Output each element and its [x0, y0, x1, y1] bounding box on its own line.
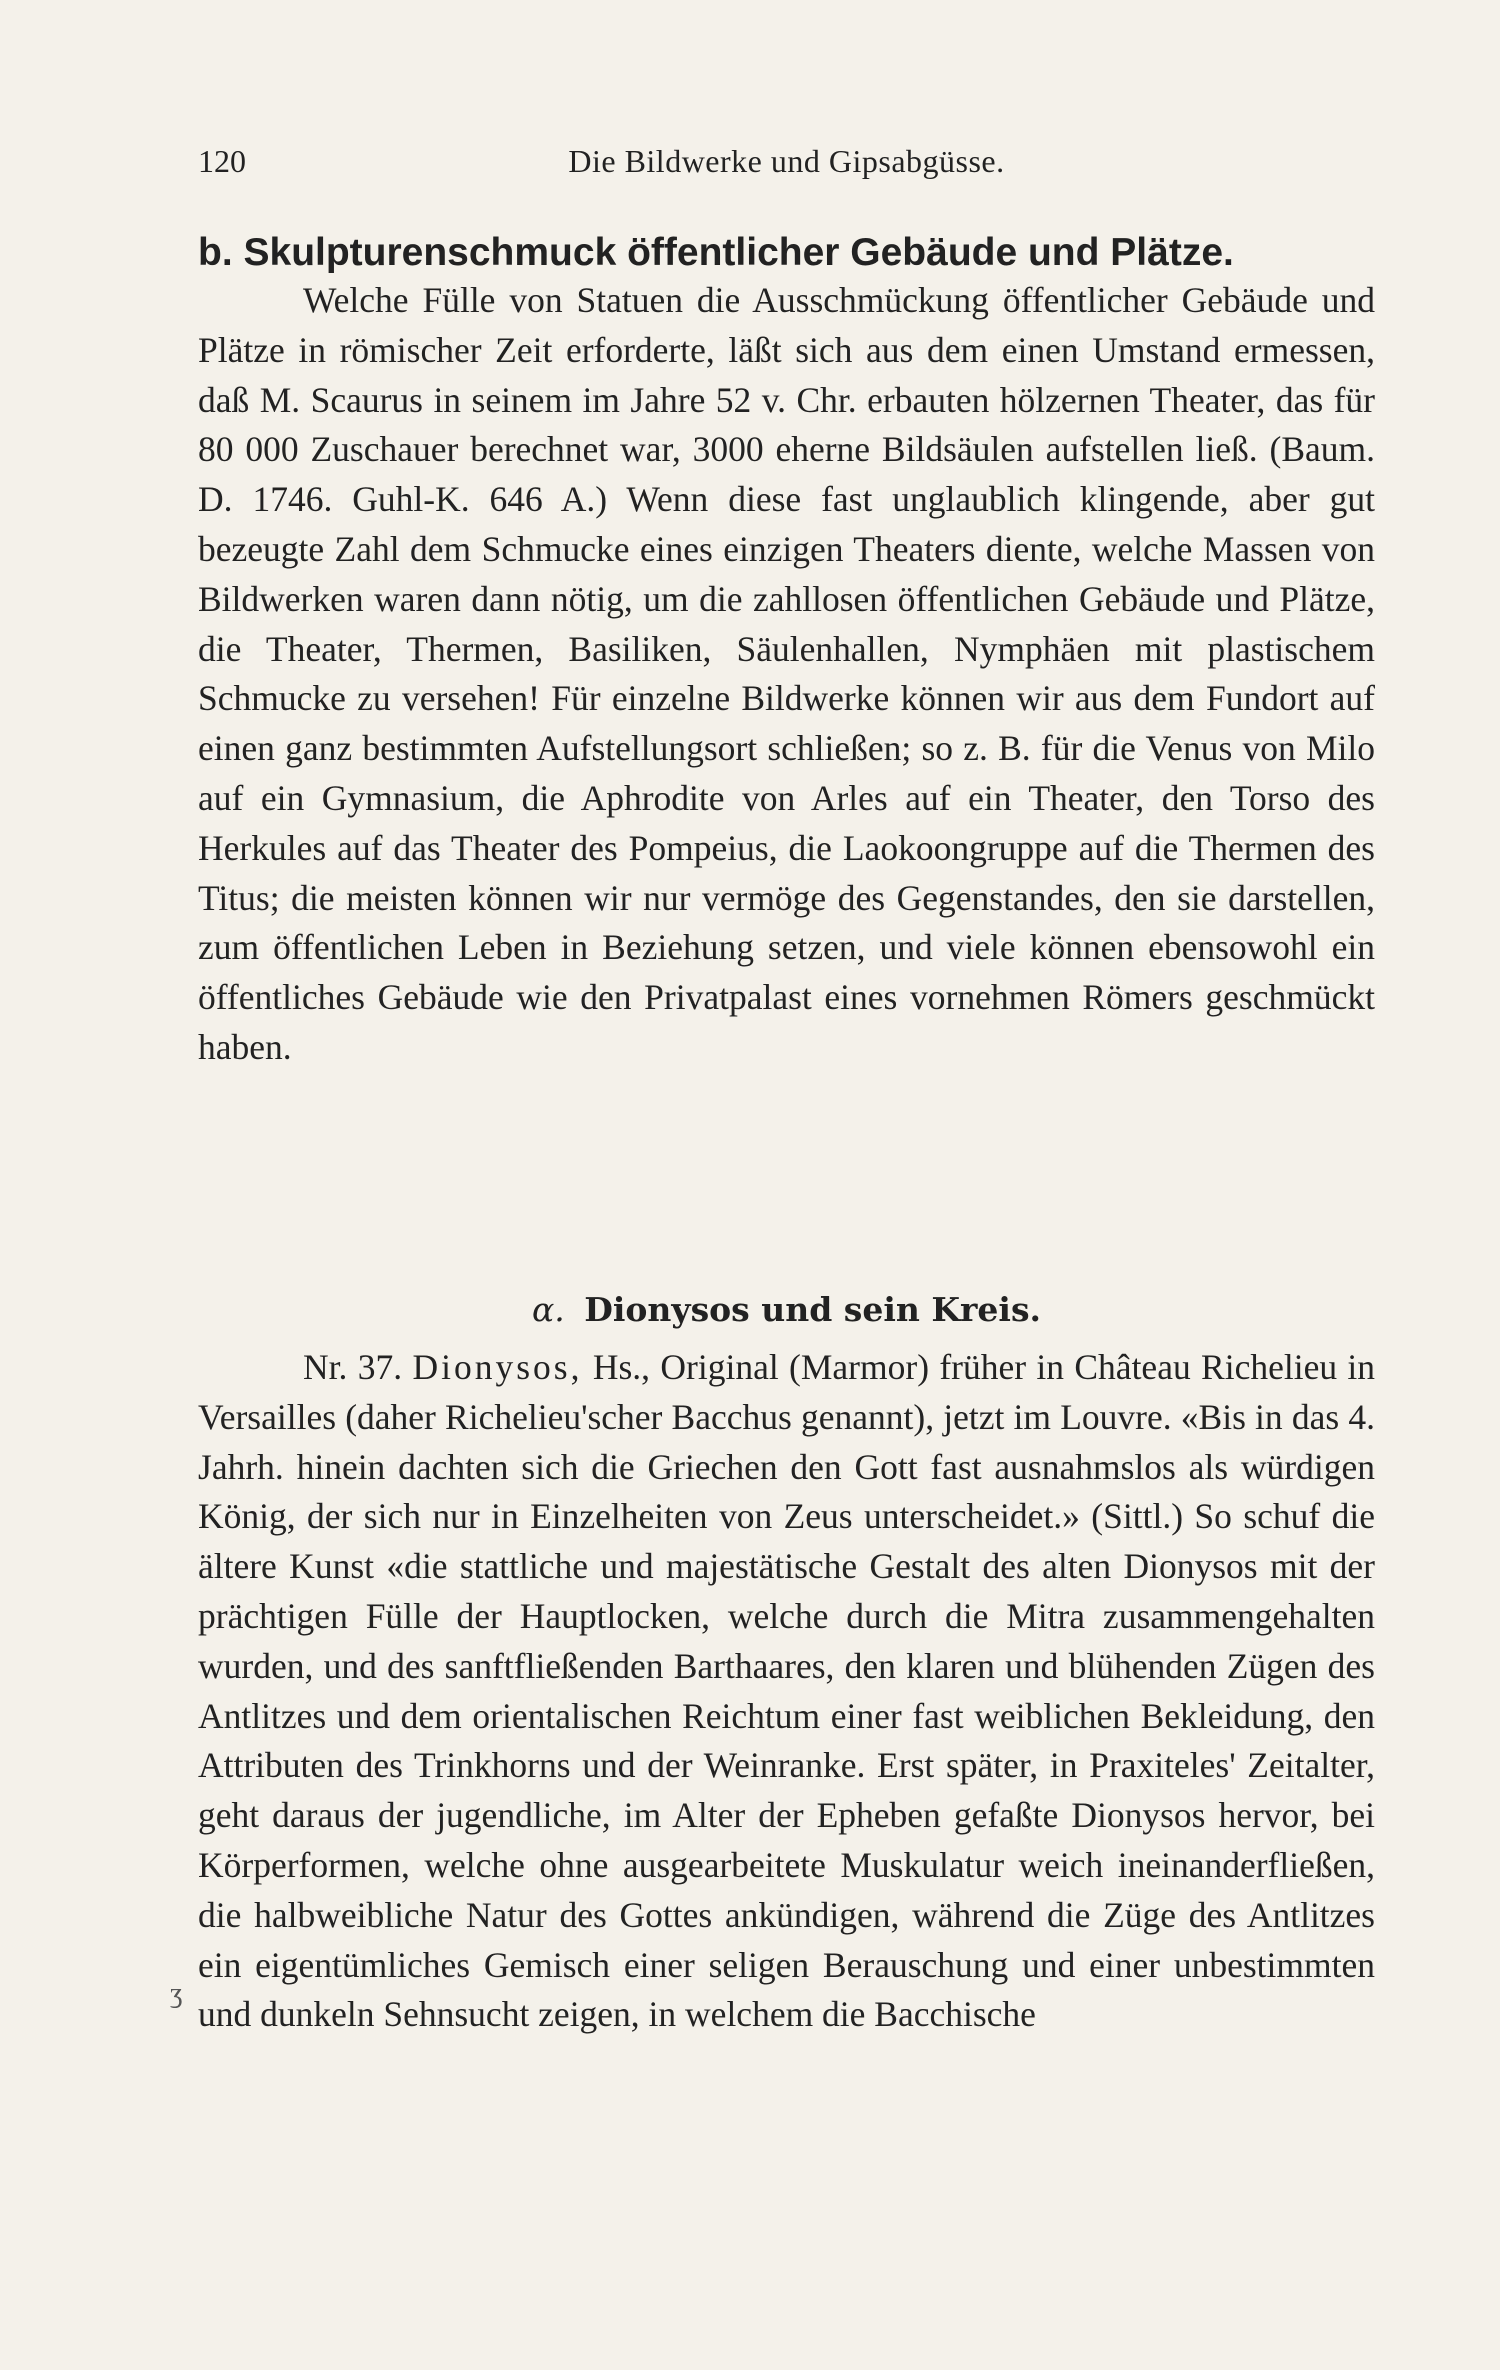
entry-text: Hs., Original (Marmor) früher in Château Richelieu in Versailles (daher Richelieu'scher Bacchus genannt), jetzt im Louvre. «Bis in das 4. Jahrh. hinein dachten sich die Griechen den Gott fast ausnahmslos als würdigen König, der sich nur in Einzelheiten von Zeus unterscheidet.» (Sittl.) So schuf die ältere Kunst «die stattliche und majestätische Gestalt des alten Dionysos mit der prächtigen Fülle der Hauptlocken, welche durch die Mitra zusammengehalten wurden, und des sanftfließenden Barthaares, den klaren und blühenden Zügen des Antlitzes und dem orientalischen Reichtum einer fast weiblichen Bekleidung, den Attributen des Trinkhorns und der Weinranke. Erst später, in Praxiteles' Zeitalter, geht daraus der jugendliche, im Alter der Epheben gefaßte Dionysos hervor, bei Körperformen, welche ohne ausgearbeitete Muskulatur weich ineinanderfließen, die halbweibliche Natur des Gottes ankündigen, während die Züge des Antlitzes ein eigentümliches Gemisch einer seligen Berauschung und einer unbestimmten und dunkeln Sehnsucht zeigen, in welchem die Bacchische — [198, 1347, 1376, 2035]
document-page — [198, 0, 1375, 2370]
section-heading: b. Skulpturenschmuck öffentlicher Gebäude und Plätze. — [198, 231, 1234, 274]
body-paragraph-2 — [198, 1343, 1375, 2040]
running-title: Die Bildwerke und Gipsabgüsse. — [568, 143, 1005, 179]
body-paragraph-1 — [198, 276, 1375, 1073]
subsection-marker: α. — [531, 1290, 565, 1329]
entry-number: Nr. 37. — [303, 1347, 403, 1387]
margin-pencil-mark: ʒ — [170, 1978, 183, 2009]
entry-paragraph — [198, 1343, 1375, 2040]
entry-name: Dionysos, — [412, 1347, 583, 1387]
running-head — [198, 136, 1375, 186]
subsection-heading — [198, 1285, 1375, 1335]
paragraph-text: Welche Fülle von Statuen die Ausschmückung öffentlicher Gebäude und Plätze in römischer Zeit erforderte, läßt sich aus dem einen Umstand ermessen, daß M. Scaurus in seinem im Jahre 52 v. Chr. erbauten hölzernen Theater, das für 80 000 Zuschauer berechnet war, 3000 eherne Bildsäulen aufstellen ließ. (Baum. D. 1746. Guhl-K. 646 A.) Wenn diese fast unglaublich klingende, aber gut bezeugte Zahl dem Schmucke eines einzigen Theaters diente, welche Massen von Bildwerken waren dann nötig, um die zahllosen öffentlichen Gebäude und Plätze, die Theater, Thermen, Basiliken, Säulenhallen, Nymphäen mit plastischem Schmucke zu versehen! Für einzelne Bildwerke können wir aus dem Fundort auf einen ganz bestimmten Aufstellungsort schließen; so z. B. für die Venus von Milo auf ein Gymnasium, die Aphrodite von Arles auf ein Theater, den Torso des Herkules auf das Theater des Pompeius, die Laokoongruppe auf die Thermen des Titus; die meisten können wir nur vermöge des Gegenstandes, den sie darstellen, zum öffentlichen Leben in Beziehung setzen, und viele können ebensowohl ein öffentliches Gebäude wie den Privatpalast eines vornehmen Römers geschmückt haben. — [198, 280, 1375, 1067]
subsection-title: Dionysos und sein Kreis. — [584, 1290, 1042, 1329]
page-number: 120 — [198, 143, 246, 179]
